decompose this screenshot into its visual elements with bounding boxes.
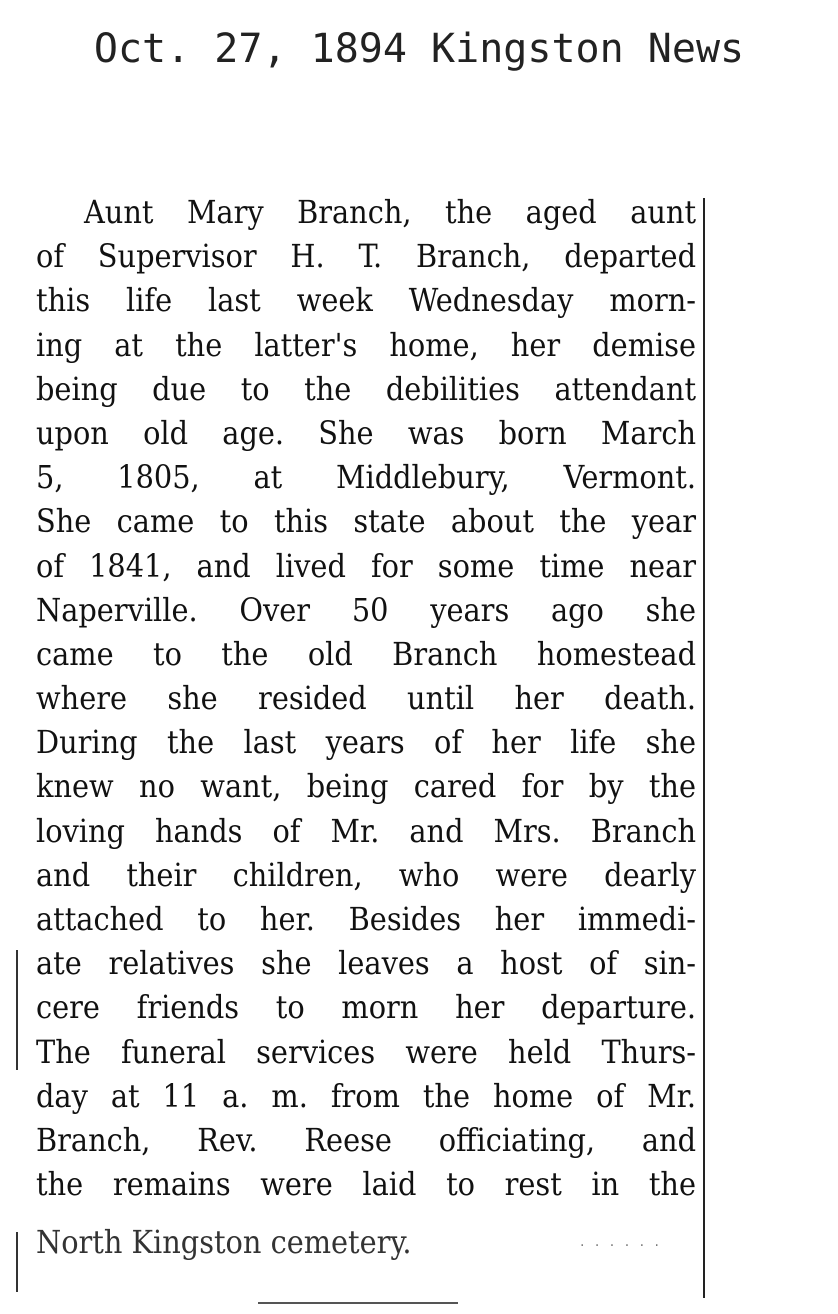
article-line: 5, 1805, at Middlebury, Vermont. — [36, 458, 696, 497]
article-line: of Supervisor H. T. Branch, departed — [36, 237, 696, 276]
article-line: Branch, Rev. Reese officiating, and — [36, 1120, 696, 1159]
article-line: this life last week Wednesday morn- — [36, 281, 696, 320]
column-rule-left-lower — [16, 1232, 18, 1292]
article-line: loving hands of Mr. and Mrs. Branch — [36, 811, 696, 850]
clipping-dots: · · · · · · — [580, 1238, 662, 1254]
article-line: cere friends to morn her departure. — [36, 988, 696, 1027]
column-rule-right — [703, 198, 705, 1298]
article-line: upon old age. She was born March — [36, 413, 696, 452]
article-line: where she resided until her death. — [36, 679, 696, 718]
article-line: ing at the latter's home, her demise — [36, 325, 696, 364]
article-line: and their children, who were dearly — [36, 855, 696, 894]
article-line: knew no want, being cared for by the — [36, 767, 696, 806]
article-clipping — [36, 190, 696, 1265]
article-line: ate relatives she leaves a host of sin- — [36, 944, 696, 983]
article-line: of 1841, and lived for some time near — [36, 546, 696, 585]
article-line: The funeral services were held Thurs- — [36, 1032, 696, 1071]
article-line: came to the old Branch homestead — [36, 634, 696, 673]
clipping-bottom-rule — [258, 1302, 458, 1304]
article-line: the remains were laid to rest in the — [36, 1165, 696, 1204]
article-line: She came to this state about the year — [36, 502, 696, 541]
article-line: During the last years of her life she — [36, 723, 696, 762]
article-line: Aunt Mary Branch, the aged aunt — [84, 193, 696, 231]
article-line: being due to the debilities attendant — [36, 369, 696, 408]
article-line: attached to her. Besides her immedi- — [36, 900, 696, 938]
article-line: North Kingston cemetery. — [36, 1223, 412, 1262]
article-line: Naperville. Over 50 years ago she — [36, 590, 696, 629]
article-line: day at 11 a. m. from the home of Mr. — [36, 1076, 696, 1115]
page-title: Oct. 27, 1894 Kingston News — [93, 26, 745, 72]
column-rule-left-upper — [16, 950, 18, 1070]
